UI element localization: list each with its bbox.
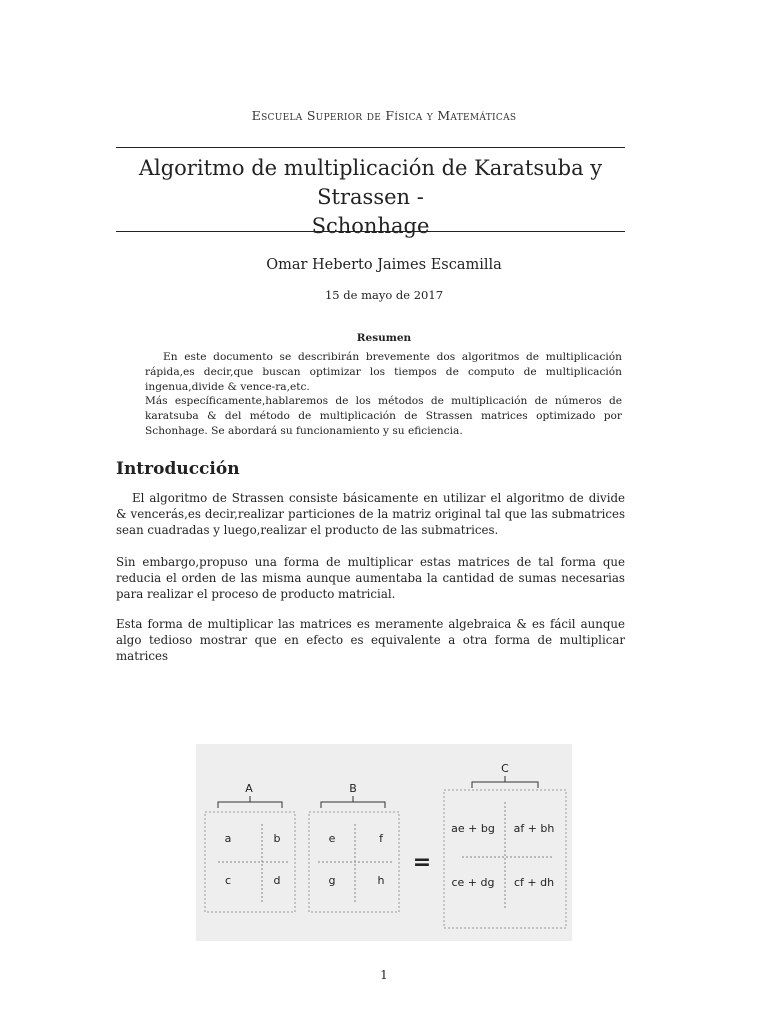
matrix-a <box>205 782 295 912</box>
abstract-heading: Resumen <box>356 332 412 344</box>
matrix-a-cell: a <box>224 832 232 845</box>
section-heading: Introducción <box>116 459 240 479</box>
title-line-1: Algoritmo de multiplicación de Karatsuba y Strassen - <box>138 156 603 209</box>
matrix-b-cell: e <box>328 832 336 845</box>
matrix-a-brace <box>218 796 282 808</box>
strassen-matrix-figure <box>196 744 572 941</box>
abstract-body <box>145 350 622 439</box>
matrix-c-cell: af + bh <box>513 822 555 835</box>
title-top-rule <box>116 147 625 148</box>
matrix-a-cell: d <box>273 874 281 887</box>
institution-header: Escuela Superior de Física y Matemáticas <box>251 108 517 123</box>
matrix-b-label: B <box>349 782 357 795</box>
matrix-a-label: A <box>245 782 253 795</box>
matrix-b-cell: g <box>328 874 336 887</box>
matrix-b-cell: h <box>377 874 385 887</box>
equals-sign: = <box>412 850 432 875</box>
paper-title <box>116 154 625 241</box>
body-paragraph-text: Sin embargo,propuso una forma de multiplicar estas matrices de tal forma que reducia el orden de las misma aunque aumentaba la cantidad de sumas necesarias para realizar el proceso de producto matricial. <box>116 555 625 601</box>
title-bottom-rule <box>116 231 625 232</box>
body-paragraph-text: El algoritmo de Strassen consiste básicamente en utilizar el algoritmo de divide & vencerás,es decir,realizar particiones de la matriz original tal que las submatrices sean cuadradas y luego,realizar el producto de las submatrices. <box>116 491 625 537</box>
matrix-b-cell: f <box>379 832 383 845</box>
matrix-c <box>444 762 566 928</box>
body-paragraph-3 <box>116 616 625 664</box>
abstract-paragraph-2: Más específicamente,hablaremos de los métodos de multiplicación de números de karatsuba & del método de multiplicación de Strassen matrices optimizado por Schonhage. Se abordará su funcionamiento y su eficiencia. <box>145 395 622 437</box>
paper-date: 15 de mayo de 2017 <box>324 288 444 302</box>
matrix-c-cell: ce + dg <box>451 876 495 889</box>
matrix-a-cell: b <box>273 832 281 845</box>
body-paragraph-text: Esta forma de multiplicar las matrices es meramente algebraica & es fácil aunque algo tedioso mostrar que en efecto es equivalente a otra forma de multiplicar matrices <box>116 617 625 663</box>
abstract-paragraph-1: En este documento se describirán brevemente dos algoritmos de multiplicación rápida,es decir,que buscan optimizar los tiempos de computo de multiplicación ingenua,divide & vence-ra,etc. <box>145 351 622 393</box>
matrix-c-label: C <box>501 762 509 775</box>
page-number: 1 <box>380 968 388 982</box>
matrix-c-brace <box>472 776 538 788</box>
body-paragraph-1 <box>116 490 625 538</box>
body-paragraph-2 <box>116 554 625 602</box>
author-name: Omar Heberto Jaimes Escamilla <box>266 257 502 273</box>
matrix-b <box>309 782 399 912</box>
title-line-2: Schonhage <box>311 214 430 238</box>
matrix-b-brace <box>321 796 385 808</box>
matrix-c-cell: cf + dh <box>513 876 555 889</box>
matrix-c-cell: ae + bg <box>451 822 495 835</box>
matrix-a-cell: c <box>224 874 232 887</box>
matrix-diagram <box>196 744 572 941</box>
